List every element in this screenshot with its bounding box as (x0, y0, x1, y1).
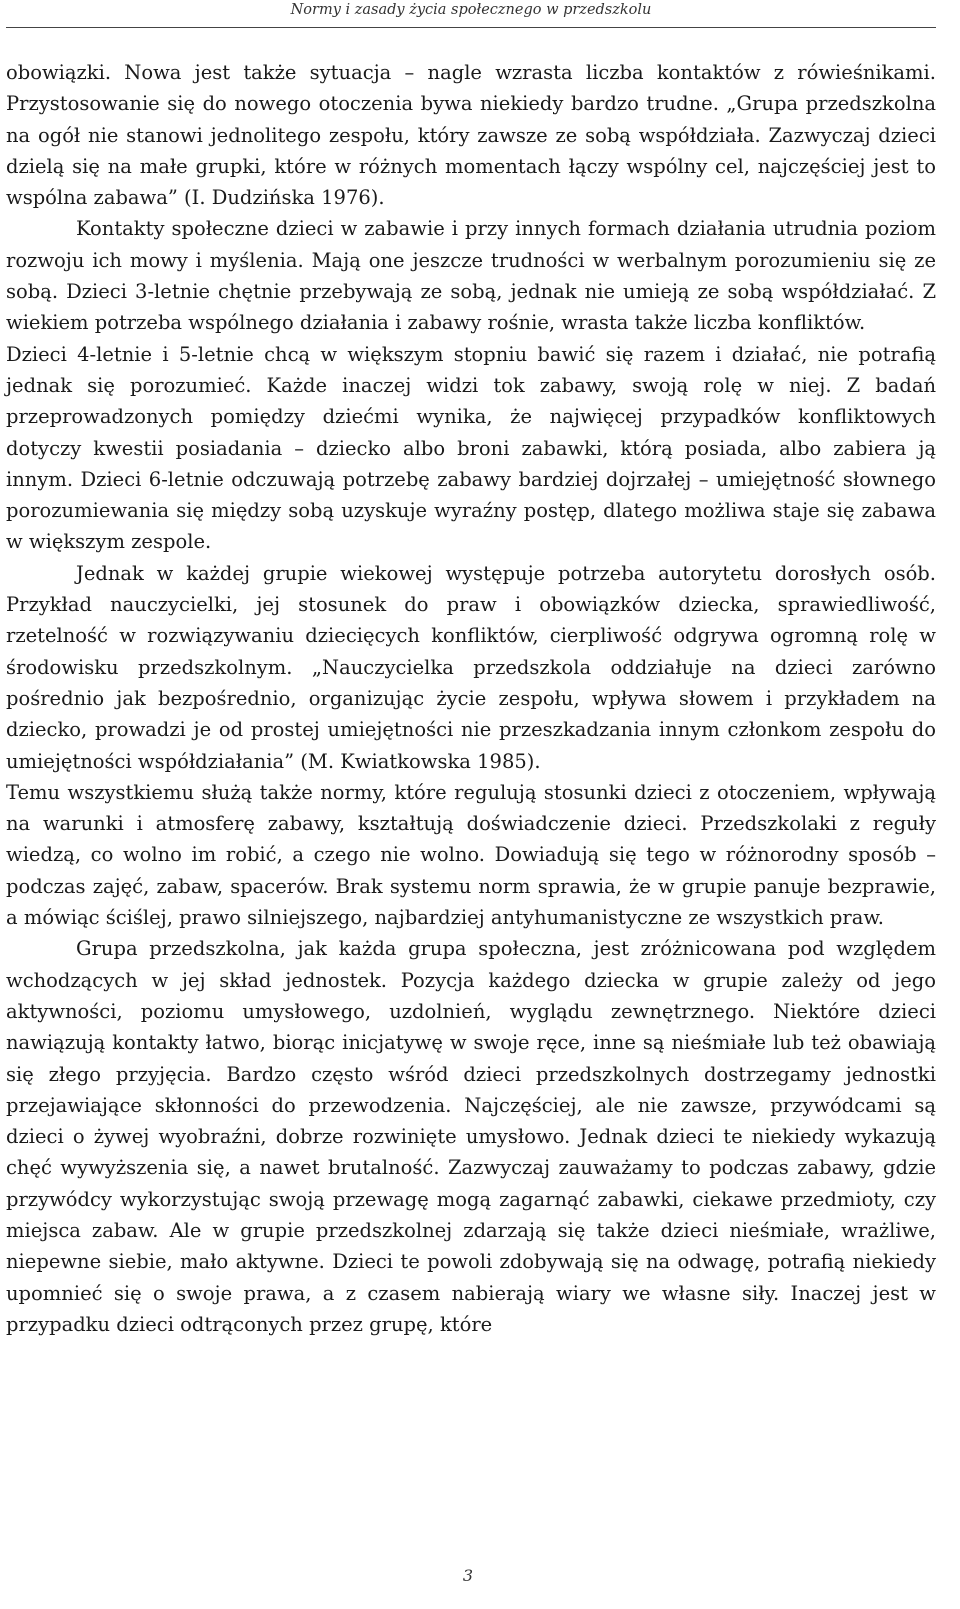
paragraph-continuation: obowiązki. Nowa jest także sytuacja – nagle wzrasta liczba kontaktów z rówieśnikami. Przystosowanie się do nowego otoczenia bywa niekiedy bardzo trudne. „Grupa przedszkolna na ogół nie stanowi jednolitego zespołu, który zawsze ze sobą współdziała. Zazwyczaj dzieci dzielą się na małe grupki, które w różnych momentach łączy wspólny cel, najczęściej jest to wspólna zabawa” (I. Dudzińska 1976). (6, 61, 936, 210)
paragraph-adult-authority: Jednak w każdej grupie wiekowej występuje potrzeba autorytetu dorosłych osób. Przykład nauczycielki, jej stosunek do praw i obowiązków dziecka, sprawiedliwość, rzetelność w rozwiązywaniu dziecięcych konfliktów, cierpliwość odgrywa ogromną rolę w środowisku przedszkolnym. „Nauczycielka przedszkola oddziałuje na dzieci zarówno pośrednio jak bezpośrednio, organizując życie zespołu, wpływa słowem i przykładem na dziecko, prowadzi je od prostej umiejętności nie przeszkadzania innym członkom zespołu do umiejętności współdziałania” (M. Kwiatkowska 1985). (6, 561, 936, 773)
page-number: 3 (462, 1566, 474, 1585)
paragraph-group-diversity: Grupa przedszkolna, jak każda grupa społeczna, jest zróżnicowana pod względem wchodzących w jej skład jednostek. Pozycja każdego dziecka w grupie zależy od jego aktywności, poziomu umysłowego, uzdolnień, wyglądu zewnętrznego. Niektóre dzieci nawiązują kontakty łatwo, biorąc inicjatywę w swoje ręce, inne są nieśmiałe lub też obawiają się złego przyjęcia. Bardzo często wśród dzieci przedszkolnych dostrzegamy jednostki przejawiające skłonności do przewodzenia. Najczęściej, ale nie zawsze, przywódcami są dzieci o żywej wyobraźni, dobrze rozwinięte umysłowo. Jednak dzieci te niekiedy wykazują chęć wywyższenia się, a nawet brutalność. Zazwyczaj zauważamy to podczas zabawy, gdzie przywódcy wykorzystując swoją przewagę mogą zagarnąć zabawki, ciekawe przedmioty, czy miejsca zabaw. Ale w grupie przedszkolnej zdarzają się także dzieci nieśmiałe, wrażliwe, niepewne siebie, mało aktywne. Dzieci te powoli zdobywają się na odwagę, potrafią niekiedy upomnieć się o swoje prawa, a z czasem nabierają wiary we własne siły. Inaczej jest w przypadku dzieci odtrąconych przez grupę, które (6, 937, 936, 1336)
paragraph-social-contacts: Kontakty społeczne dzieci w zabawie i przy innych formach działania utrudnia poziom rozwoju ich mowy i myślenia. Mają one jeszcze trudności w werbalnym porozumieniu się ze sobą. Dzieci 3-letnie chętnie przebywają ze sobą, jednak nie umieją ze sobą współdziałać. Z wiekiem potrzeba wspólnego działania i zabawy rośnie, wrasta także liczba konfliktów. (6, 217, 936, 335)
paragraph-4-5-year-olds: Dzieci 4-letnie i 5-letnie chcą w większym stopniu bawić się razem i działać, nie potrafią jednak się porozumieć. Każde inaczej widzi tok zabawy, swoją rolę w niej. Z badań przeprowadzonych pomiędzy dziećmi wynika, że najwięcej przypadków konfliktowych dotyczy kwestii posiadania – dziecko albo broni zabawki, którą posiada, albo zabiera ją innym. Dzieci 6-letnie odczuwają potrzebę zabawy bardziej dojrzałej – umiejętność słownego porozumiewania się między sobą uzyskuje wyraźny postęp, dlatego możliwa staje się zabawa w większym zespole. (6, 342, 936, 554)
running-header (6, 0, 936, 28)
body-text (6, 57, 936, 1340)
paragraph-norms: Temu wszystkiemu służą także normy, które regulują stosunki dzieci z otoczeniem, wpływają na warunki i atmosferę zabawy, kształtują doświadczenie dzieci. Przedszkolaki z reguły wiedzą, co wolno im robić, a czego nie wolno. Dowiadują się tego w różnorodny sposób – podczas zajęć, zabaw, spacerów. Brak systemu norm sprawia, że w grupie panuje bezprawie, a mówiąc ściślej, prawo silniejszego, najbardziej antyhumanistyczne ze wszystkich praw. (6, 780, 936, 930)
running-header-title: Normy i zasady życia społecznego w przedszkolu (290, 2, 652, 18)
